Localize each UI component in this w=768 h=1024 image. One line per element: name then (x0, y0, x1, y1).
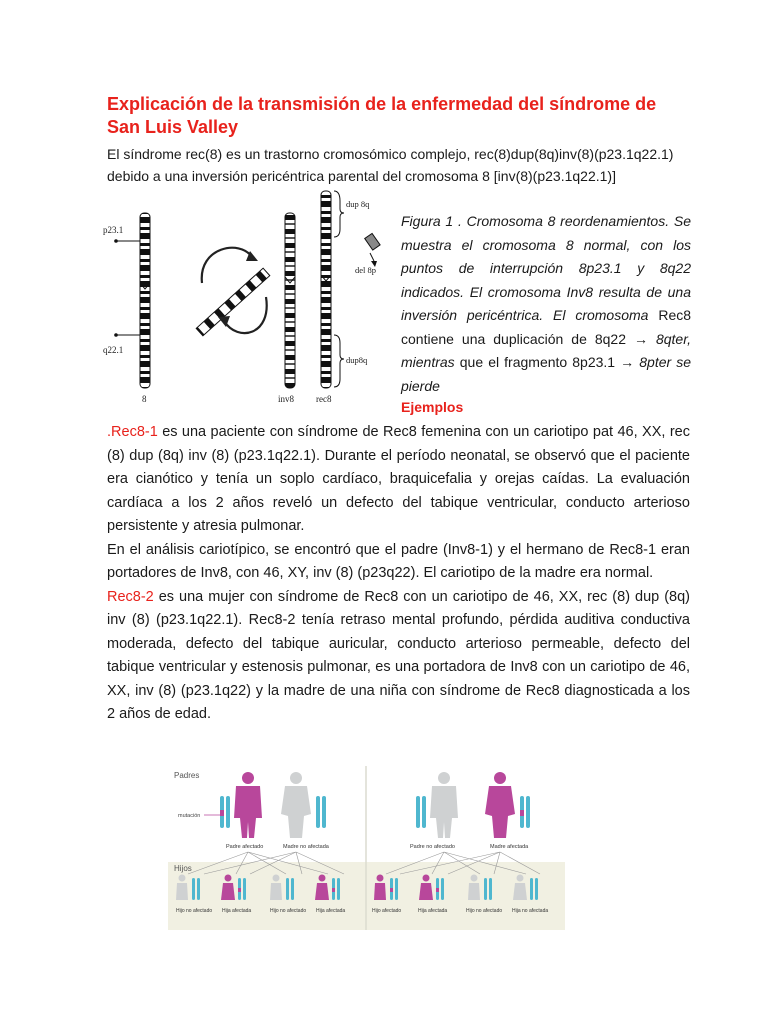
rec82-label: Rec8-2 (107, 588, 154, 605)
right-kid-3-label: Hijo no afectado (466, 908, 503, 914)
mutacion-label: mutación (178, 813, 201, 819)
inheritance-figure (168, 766, 565, 930)
left-kid-1-label: Hijo no afectado (176, 908, 213, 914)
chromosome-8 (140, 213, 150, 388)
label-p23: p23.1 (103, 225, 124, 235)
label-inv8: inv8 (278, 394, 295, 404)
label-rec8: rec8 (316, 394, 332, 404)
right-kid-4-label: Hija no afectada (512, 908, 549, 914)
chromosome-rec8 (321, 191, 331, 388)
inversion-diagram (196, 248, 270, 336)
dup8q-top-bracket (334, 191, 344, 237)
left-parent1-label: Padre afectado (226, 844, 264, 850)
label-del8p: del 8p (355, 265, 377, 275)
padres-label: Padres (174, 771, 200, 780)
rec81-paragraph: .Rec8-1 es una paciente con síndrome de Rec8 femenina con un cariotipo pat 46, XX, rec (8) dup (8q) inv (8) (p23.1q22.1). Durante el período neonatal, se observó que el paciente era cianótico y tenía un soplo cardíaco, braquicefalia y orejas caídas. La evaluación cardíaca a los 2 años reveló un defecto del tabique ventricular, conducto arterioso persistente y atresia pulmonar. (107, 424, 690, 534)
deleted-fragment (365, 233, 380, 267)
rec81-label: .Rec8-1 (107, 424, 158, 440)
dup8q-bottom-bracket (334, 335, 344, 387)
hijos-label: Hijos (174, 864, 192, 873)
left-kid-4-label: Hija afectada (316, 908, 346, 914)
examples-heading: Ejemplos (401, 399, 464, 415)
chromosome-inv8 (285, 213, 295, 388)
figure-caption: Figura 1 . Cromosoma 8 reordenamientos. Se muestra el cromosoma 8 normal, con los puntos de interrupción 8p23.1 y 8q22 indicados. El cromosoma Inv8 resulta de una inversión pericéntrica. El cromosoma Rec8 contiene una duplicación de 8q22 → 8qter, mientras que el fragmento 8p23.1 → 8pter se pierde (401, 213, 692, 394)
left-kid-3-label: Hijo no afectado (270, 908, 307, 914)
right-parent1-label: Padre no afectado (410, 844, 455, 850)
page-title: Explicación de la transmisión de la enfermedad del síndrome de San Luis Valley (107, 94, 657, 137)
label-q22: q22.1 (103, 345, 124, 355)
rec82-paragraph: Rec8-2 es una mujer con síndrome de Rec8 con un cariotipo de 46, XX, rec (8) dup (8q) inv (8) (p23.1q22.1). Rec8-2 tenía retraso mental profundo, pérdida auditiva conductiva moderada, defecto del tabique auricular, conducto arterioso permeable, defecto del tabique ventricular y estenosis pulmonar, es una portadora de Inv8 con un cariotipo de 46, XX, inv (8) (p23.1q22) y la madre de una niña con síndrome de Rec8 diagnosticada a los 2 años de edad. (107, 588, 690, 722)
right-parent2-label: Madre afectada (490, 844, 529, 850)
label-chr8: 8 (142, 394, 147, 404)
right-kid-1-label: Hijo afectado (372, 908, 402, 914)
right-kid-2-label: Hija afectada (418, 908, 448, 914)
label-dup8q-bottom: dup8q (346, 355, 368, 365)
examples-body (107, 421, 690, 727)
intro-paragraph: El síndrome rec(8) es un trastorno cromosómico complejo, rec(8)dup(8q)inv(8)(p23.1q22.1) debido a una inversión pericéntrica parental del cromosoma 8 [inv(8)(p23.1q22.1)] (107, 146, 674, 184)
left-parent2-label: Madre no afectada (283, 844, 329, 850)
family-paragraph: En el análisis cariotípico, se encontró que el padre (Inv8-1) y el hermano de Rec8-1 eran portadores de Inv8, con 46, XY, inv (8) (p23q22). El cariotipo de la madre era normal. (107, 541, 690, 581)
left-kid-2-label: Hija afectada (222, 908, 252, 914)
label-dup8q-top: dup 8q (346, 199, 370, 209)
chromosome-figure (100, 185, 395, 415)
